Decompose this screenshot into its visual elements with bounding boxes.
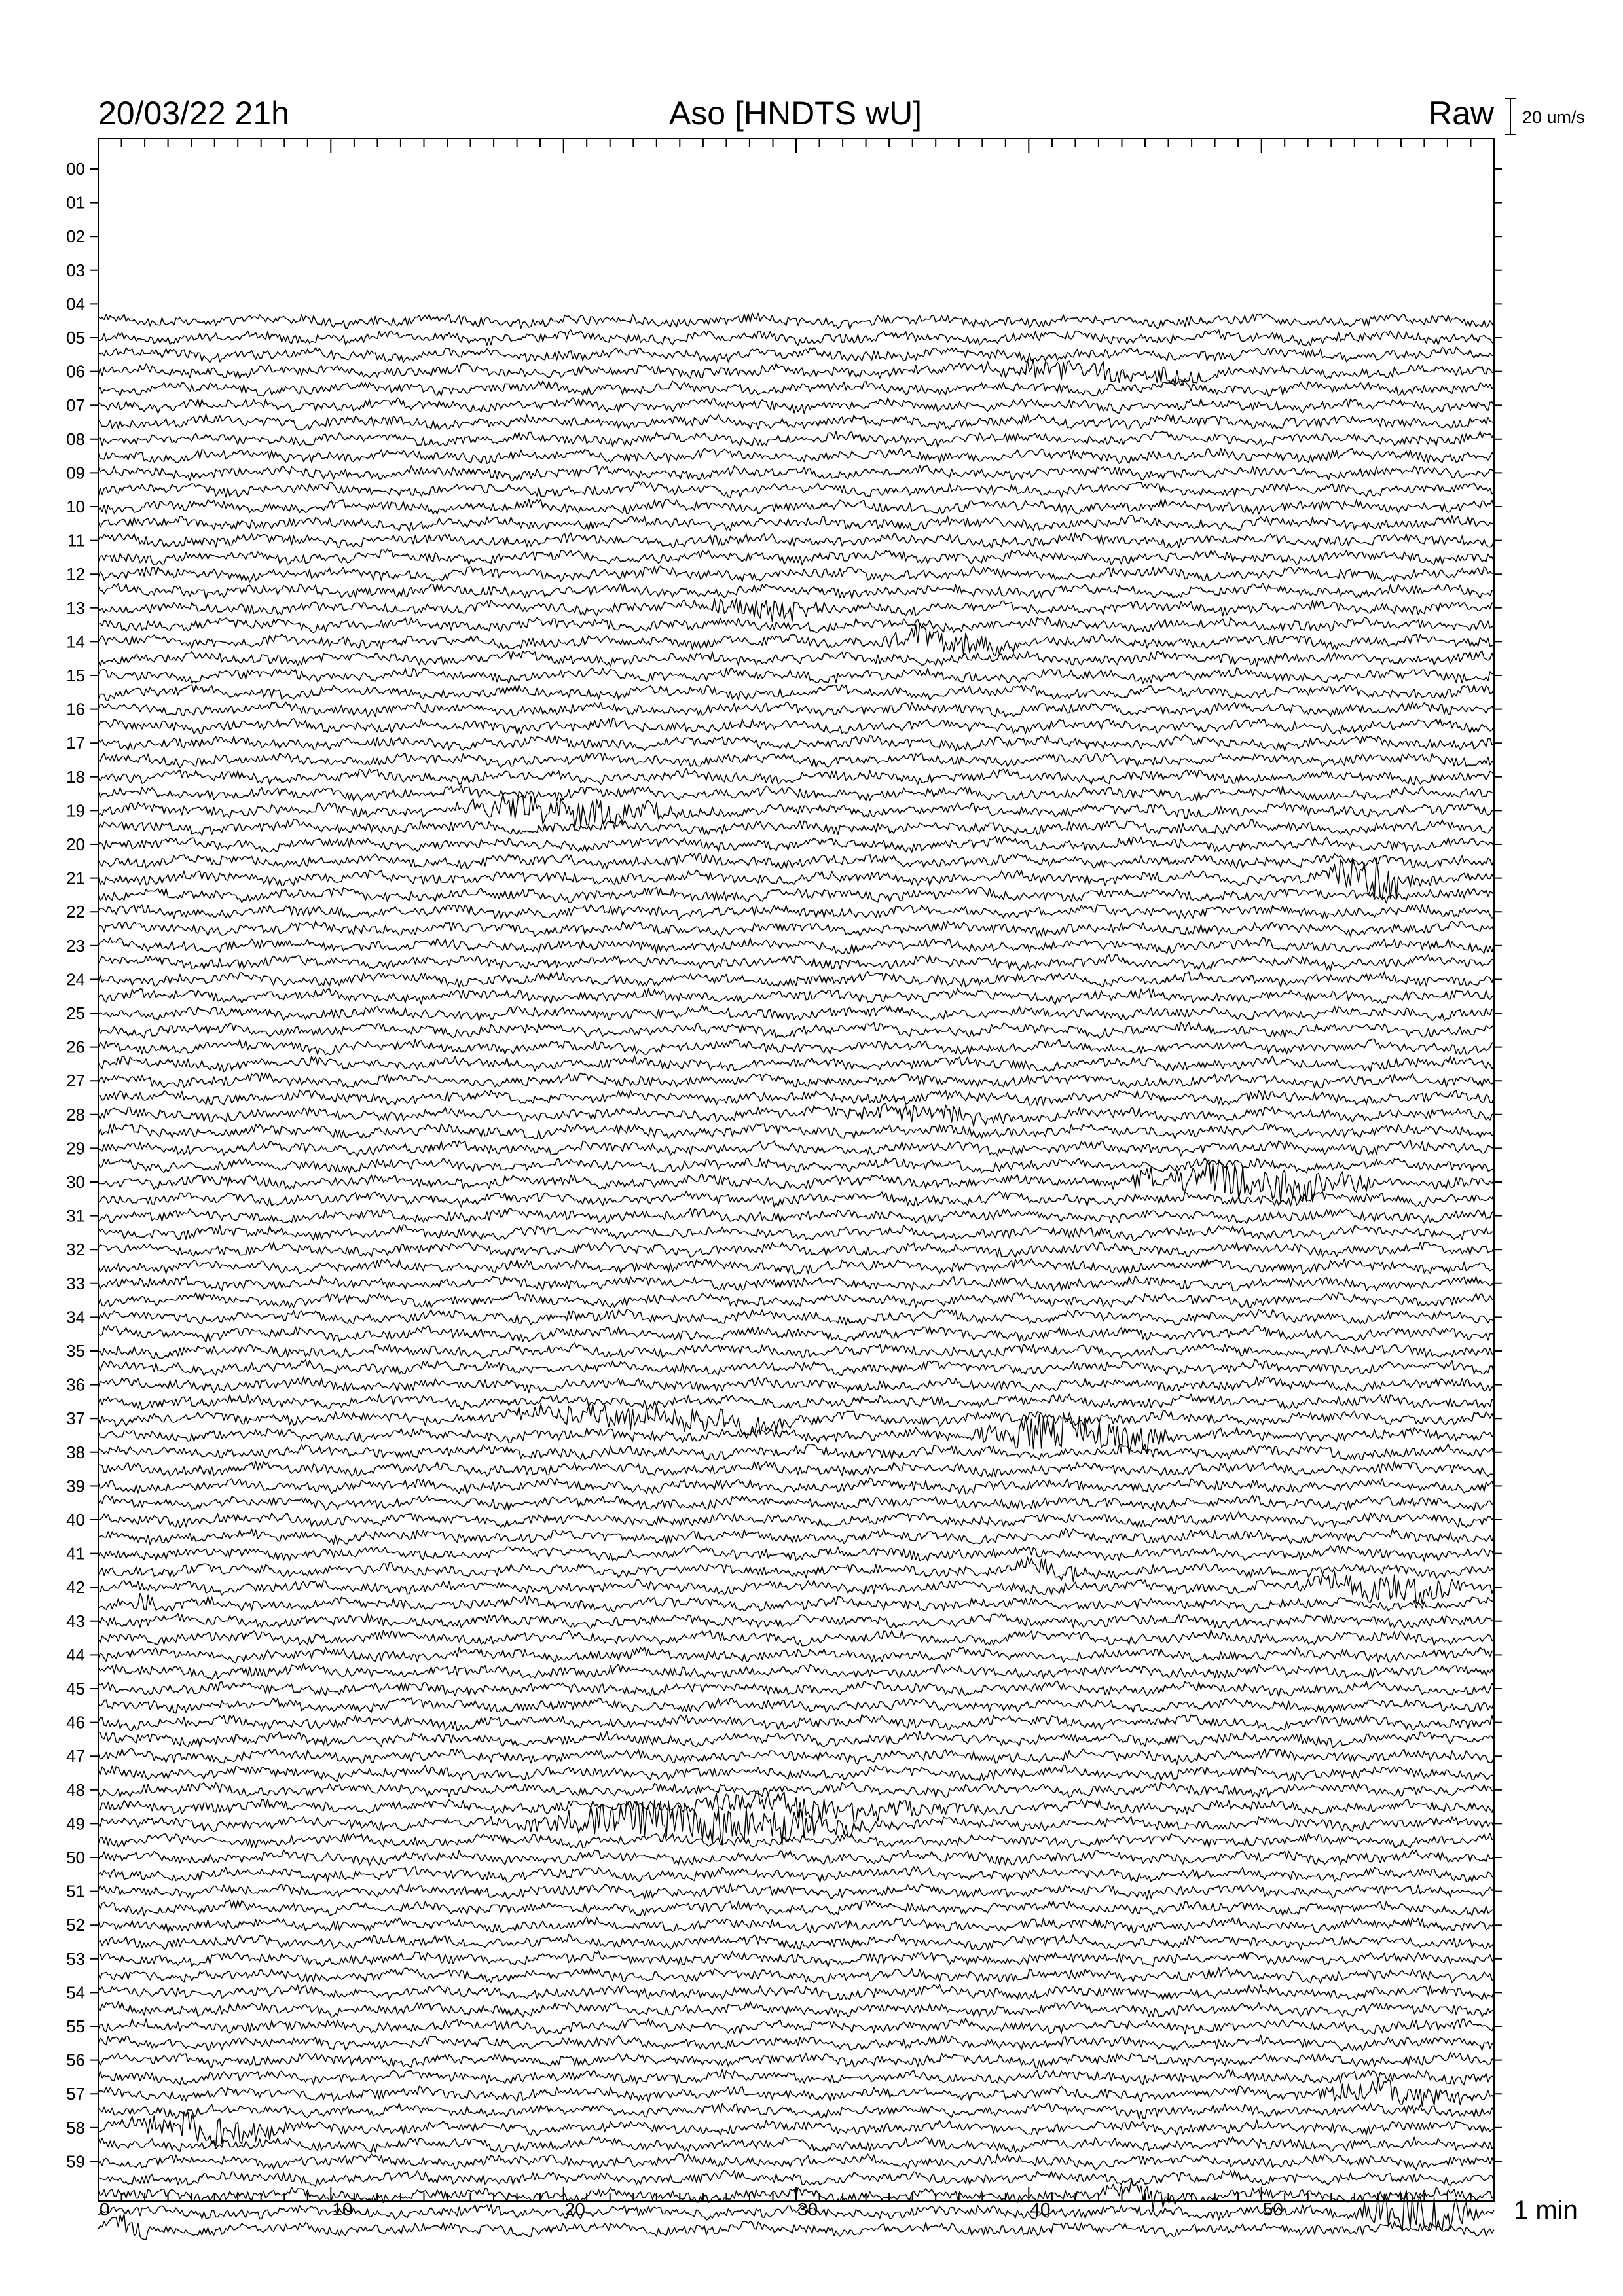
row-label: 04 — [66, 294, 85, 314]
seismic-trace — [98, 1867, 1494, 1882]
seismic-trace — [98, 1749, 1494, 1765]
seismic-trace — [98, 1394, 1494, 1409]
tick-marks — [90, 139, 1502, 2201]
row-label: 33 — [66, 1273, 85, 1293]
row-label: 41 — [66, 1543, 85, 1564]
row-label: 32 — [66, 1240, 85, 1260]
row-label: 03 — [66, 260, 85, 280]
x-tick-label: 20 — [564, 2199, 585, 2219]
scale-bar — [1505, 98, 1585, 135]
row-label: 12 — [66, 564, 85, 584]
seismic-trace — [98, 2154, 1494, 2170]
x-tick-label: 50 — [1262, 2199, 1283, 2219]
row-label: 42 — [66, 1577, 85, 1598]
row-label: 50 — [66, 1848, 85, 1867]
row-label: 31 — [66, 1206, 85, 1226]
seismic-trace — [98, 1496, 1494, 1511]
row-label: 43 — [66, 1611, 85, 1631]
x-tick-label: 30 — [797, 2199, 818, 2219]
row-label: 25 — [66, 1003, 85, 1023]
row-label: 53 — [66, 1948, 85, 1969]
seismic-trace — [98, 499, 1494, 514]
seismic-traces — [98, 313, 1494, 2239]
seismic-trace — [98, 1664, 1494, 1679]
seismic-trace — [98, 1900, 1494, 1916]
row-label: 01 — [66, 192, 85, 213]
seismic-trace — [98, 753, 1494, 768]
seismic-trace — [98, 1951, 1494, 1967]
seismic-trace — [98, 482, 1494, 498]
seismic-trace — [98, 853, 1494, 869]
row-label: 09 — [66, 463, 85, 483]
x-tick-label: 0 — [100, 2199, 110, 2219]
seismic-trace — [98, 549, 1494, 565]
seismic-trace — [98, 1572, 1494, 1604]
seismic-trace — [98, 2170, 1494, 2186]
seismic-trace — [98, 1698, 1494, 1713]
seismic-trace — [98, 1647, 1494, 1663]
plot-mode: Raw — [1428, 95, 1494, 132]
seismic-trace — [98, 768, 1494, 784]
seismic-trace — [98, 2079, 1494, 2106]
row-label: 07 — [66, 395, 85, 416]
seismic-trace — [98, 685, 1494, 700]
row-label: 05 — [66, 328, 85, 348]
seismic-trace — [98, 465, 1494, 481]
seismic-trace — [98, 431, 1494, 447]
seismic-trace — [98, 2070, 1494, 2085]
seismic-trace — [98, 1005, 1494, 1021]
seismic-trace — [98, 1225, 1494, 1240]
row-label: 35 — [66, 1341, 85, 1361]
seismic-trace — [98, 398, 1494, 414]
seismic-trace — [98, 1090, 1494, 1105]
row-label: 34 — [66, 1307, 85, 1327]
seismic-trace — [98, 905, 1494, 920]
row-label: 06 — [66, 361, 85, 382]
seismic-trace — [98, 1681, 1494, 1696]
seismic-trace — [98, 735, 1494, 751]
seismic-trace — [98, 1512, 1494, 1528]
seismic-trace — [98, 448, 1494, 463]
row-label: 15 — [66, 666, 85, 685]
seismic-trace — [98, 1309, 1494, 1325]
seismic-trace — [98, 1056, 1494, 1072]
row-label: 16 — [66, 699, 85, 719]
seismic-trace — [98, 651, 1494, 666]
seismic-trace — [98, 599, 1494, 622]
seismic-trace — [98, 2104, 1494, 2119]
plot-title: Aso [HNDTS wU] — [668, 95, 922, 132]
seismic-trace — [98, 516, 1494, 531]
seismic-trace — [98, 2137, 1494, 2153]
row-label: 47 — [66, 1746, 85, 1767]
row-label: 20 — [66, 834, 85, 854]
row-label: 08 — [66, 429, 85, 449]
row-label: 22 — [66, 902, 85, 922]
seismic-trace — [98, 1985, 1494, 2000]
row-label: 49 — [66, 1814, 85, 1834]
seismic-trace — [98, 702, 1494, 717]
seismic-trace — [98, 1529, 1494, 1545]
time-unit-label: 1 min — [1514, 2196, 1578, 2225]
seismic-trace — [98, 1594, 1494, 1613]
row-label: 29 — [66, 1138, 85, 1158]
seismic-trace — [98, 2214, 1494, 2240]
seismic-trace — [98, 2053, 1494, 2068]
x-tick-labels — [100, 2199, 1283, 2219]
row-label: 30 — [66, 1172, 85, 1192]
seismic-trace — [98, 1124, 1494, 1139]
seismic-trace — [98, 837, 1494, 852]
seismic-trace — [98, 1850, 1494, 1865]
seismic-trace — [98, 1884, 1494, 1899]
row-label: 46 — [66, 1712, 85, 1732]
seismic-trace — [98, 1259, 1494, 1274]
seismic-trace — [98, 1479, 1494, 1494]
row-label: 14 — [66, 632, 85, 652]
plot-datetime: 20/03/22 21h — [98, 95, 289, 132]
seismic-trace — [98, 330, 1494, 346]
row-label: 24 — [66, 969, 85, 990]
seismic-trace — [98, 938, 1494, 954]
seismic-trace — [98, 1242, 1494, 1258]
seismic-trace — [98, 1917, 1494, 1933]
seismic-trace — [98, 791, 1494, 829]
row-label: 27 — [66, 1071, 85, 1091]
seismic-trace — [98, 1276, 1494, 1291]
seismic-trace — [98, 1208, 1494, 1223]
seismic-trace — [98, 972, 1494, 987]
seismic-trace — [98, 1022, 1494, 1038]
row-label: 45 — [66, 1679, 85, 1698]
x-tick-label: 40 — [1030, 2199, 1051, 2219]
seismic-trace — [98, 718, 1494, 734]
seismic-trace — [98, 414, 1494, 430]
seismic-trace — [98, 1546, 1494, 1561]
row-label: 13 — [66, 598, 85, 618]
row-label: 17 — [66, 733, 85, 753]
seismic-trace — [98, 668, 1494, 683]
seismic-trace — [98, 1039, 1494, 1055]
seismic-trace — [98, 533, 1494, 548]
seismic-trace — [98, 1343, 1494, 1359]
seismic-trace — [98, 1360, 1494, 1376]
seismic-trace — [98, 1103, 1494, 1126]
row-labels — [66, 159, 85, 2171]
seismic-trace — [98, 1462, 1494, 1477]
row-label: 28 — [66, 1104, 85, 1124]
row-label: 19 — [66, 800, 85, 821]
row-label: 51 — [66, 1881, 85, 1901]
seismic-trace — [98, 921, 1494, 937]
seismic-trace — [98, 617, 1494, 632]
row-label: 57 — [66, 2084, 85, 2104]
row-label: 59 — [66, 2151, 85, 2172]
seismic-trace — [98, 381, 1494, 396]
seismic-trace — [98, 989, 1494, 1005]
row-label: 56 — [66, 2050, 85, 2070]
seismic-trace — [98, 347, 1494, 362]
row-label: 23 — [66, 935, 85, 956]
seismic-trace — [98, 1073, 1494, 1088]
row-label: 21 — [66, 868, 85, 888]
seismic-trace — [98, 566, 1494, 582]
seismic-trace — [98, 1765, 1494, 1782]
seismic-trace — [98, 2018, 1494, 2034]
row-label: 48 — [66, 1780, 85, 1800]
row-label: 00 — [66, 159, 85, 179]
row-label: 58 — [66, 2117, 85, 2138]
seismic-trace — [98, 819, 1494, 836]
row-label: 44 — [66, 1645, 85, 1665]
row-label: 52 — [66, 1915, 85, 1935]
row-label: 18 — [66, 766, 85, 787]
seismic-trace — [98, 1782, 1494, 1797]
seismic-trace — [98, 359, 1494, 385]
seismic-trace — [98, 1833, 1494, 1848]
seismic-trace — [98, 1613, 1494, 1628]
seismic-trace — [98, 2035, 1494, 2051]
seismic-trace — [98, 1140, 1494, 1156]
seismic-trace — [98, 887, 1494, 903]
seismic-trace — [98, 1630, 1494, 1646]
seismic-trace — [98, 1444, 1494, 1460]
seismic-trace — [98, 1292, 1494, 1308]
seismic-trace — [98, 1731, 1494, 1748]
row-label: 10 — [66, 497, 85, 516]
row-label: 54 — [66, 1982, 85, 2003]
seismic-trace — [98, 1326, 1494, 1342]
scale-label: 20 um/s — [1522, 107, 1586, 127]
seismic-trace — [98, 583, 1494, 599]
row-label: 37 — [66, 1408, 85, 1429]
row-label: 11 — [67, 530, 85, 550]
seismic-trace — [98, 1968, 1494, 1984]
seismic-trace — [98, 313, 1494, 329]
row-label: 39 — [66, 1476, 85, 1496]
row-label: 38 — [66, 1442, 85, 1462]
row-label: 40 — [66, 1510, 85, 1530]
tick-path — [90, 139, 1502, 2201]
seismic-trace — [98, 1377, 1494, 1393]
x-tick-label: 10 — [332, 2199, 353, 2219]
seismic-trace — [98, 2001, 1494, 2017]
seismic-trace — [98, 1191, 1494, 1208]
row-label: 02 — [66, 226, 85, 247]
row-label: 36 — [66, 1374, 85, 1395]
seismic-trace — [98, 1935, 1494, 1950]
seismic-trace — [98, 786, 1494, 801]
seismic-trace — [98, 1715, 1494, 1731]
row-label: 26 — [66, 1037, 85, 1057]
row-label: 55 — [66, 2017, 85, 2036]
seismic-trace — [98, 955, 1494, 971]
